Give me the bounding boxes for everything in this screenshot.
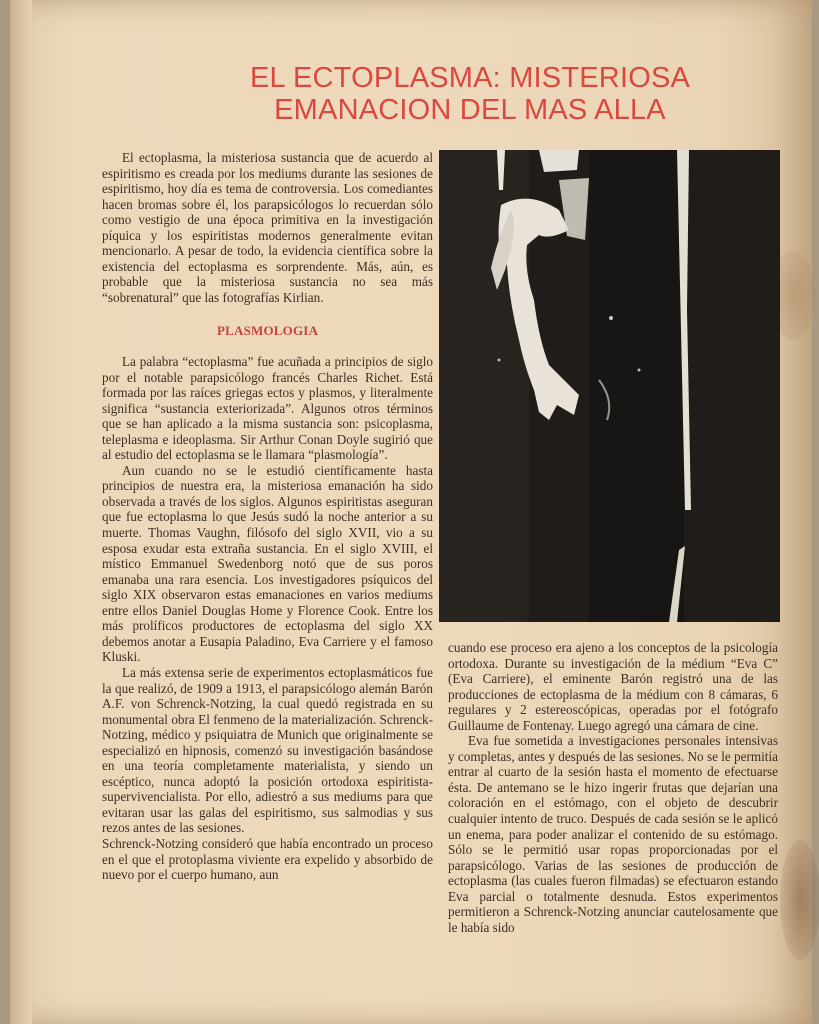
section-heading: PLASMOLOGIA xyxy=(217,323,319,339)
body-paragraph: Schrenck-Notzing consideró que había encontrado un proceso en el que el protoplasma viviente era expelido y absorbido de nuevo por el cuerpo humano, aun xyxy=(102,835,433,883)
ectoplasm-photograph xyxy=(439,150,780,622)
body-paragraph: La palabra “ectoplasma” fue acuñada a principios de siglo por el notable parapsicólogo francés Charles Richet. Está formada por las raíces griegas ectos y plasmos, y literalmente significa “sustancia exteriorizada”. Algunos otros términos que se han aplicado a la misma sustancia son: psicoplasma, teleplasma e ideoplasma. Sir Arthur Conan Doyle sugirió que al estudio del ectoplasma se le llamara “plasmología”. xyxy=(102,354,433,463)
body-paragraph: Eva fue sometida a investigaciones personales intensivas y completas, antes y después de las sesiones. No se le permitía entrar al cuarto de la sesión hasta el momento de efectuarse ésta. De antemano se le hizo ingerir frutas que dejarían una coloración en el estómago, con el objeto de descubrir cualquier intento de truco. Después de cada sesión se le aplicó un enema, para poder analizar el contenido de su estómago. Sólo se le permitió usar ropas proporcionadas por el parapsicólogo. Varias de las sesiones de producción de ectoplasma (las cuales fueron filmadas) se efectuaron estando Eva parcial o totalmente desnuda. Estos experimentos permitieron a Schrenck-Notzing anunciar cautelosamente que le había sido xyxy=(448,733,778,935)
right-column xyxy=(448,640,778,935)
body-paragraph: Aun cuando no se le estudió científicamente hasta principios de nuestra era, la misteriosa emanación ha sido observada a través de los siglos. Algunos espiritistas aseguran que fue ectoplasma lo que Jesús sudó la noche anterior a su muerte. Thomas Vaughn, filósofo del siglo XVII, vio a su esposa exudar esta extraña sustancia. En el siglo XVIII, el místico Emmanuel Swedenborg notó que de sus poros emanaba una rara esencia. Los investigadores psíquicos del siglo XIX observaron estas emanaciones en varios mediums entre ellos Daniel Douglas Home y Florence Cook. Entre los más prolíficos productores de ectoplasma del siglo XX debemos anotar a Eusapia Paladino, Eva Carriere y el famoso Kluski. xyxy=(102,462,433,665)
title-line-2: EMANACION DEL MAS ALLA xyxy=(274,94,666,126)
page-spine xyxy=(10,0,32,1024)
left-column xyxy=(102,150,433,883)
intro-paragraph: El ectoplasma, la misteriosa sustancia que de acuerdo al espiritismo es creada por los mediums durante las sesiones de espiritismo, hoy día es tema de controversia. Los comediantes hacen bromas sobre él, los parapsicólogos lo recuerdan sólo como vestigio de una época primitiva en la investigación píquica y los espiritistas modernos generalmente evitan mencionarlo. A pesar de todo, la evidencia científica sobre la existencia del ectoplasma es sorprendente. Más, aún, es probable que la misteriosa sustancia no sea más “sobrenatural” que las fotografías Kirlian. xyxy=(102,150,433,305)
body-paragraph: La más extensa serie de experimentos ectoplasmáticos fue la que realizó, de 1909 a 1913, el parapsicólogo alemán Barón A.F. von Schrenck-Notzing, la cual quedó registrada en su monumental obra El fenmeno de la materialización. Schrenck-Notzing, médico y psiquiatra de Munich que originalmente se especializó en hipnosis, comenzó su investigación basándose en una teoría completamente materialista, y siendo un escéptico, nunca adoptó la posición ortodoxa espiritista-supervivencialista. Por ello, adiestró a sus mediums para que evitaran usar las galas del espiritismo, sus salmodias y sus rezos antes de las sesiones. xyxy=(102,664,433,836)
photo-illustration xyxy=(439,150,780,622)
article-title xyxy=(150,62,790,126)
title-line-1: EL ECTOPLASMA: MISTERIOSA xyxy=(249,62,691,94)
water-stain xyxy=(780,840,819,960)
body-paragraph: cuando ese proceso era ajeno a los conceptos de la psicología ortodoxa. Durante su investigación de la médium “Eva C” (Eva Carriere), el eminente Barón registró una de las producciones de ectoplasma de la médium con 8 cámaras, 6 regulares y 2 estereoscópicas, operadas por el fotógrafo Guillaume de Fontenay. Luego agregó una cámara de cine. xyxy=(448,640,778,733)
